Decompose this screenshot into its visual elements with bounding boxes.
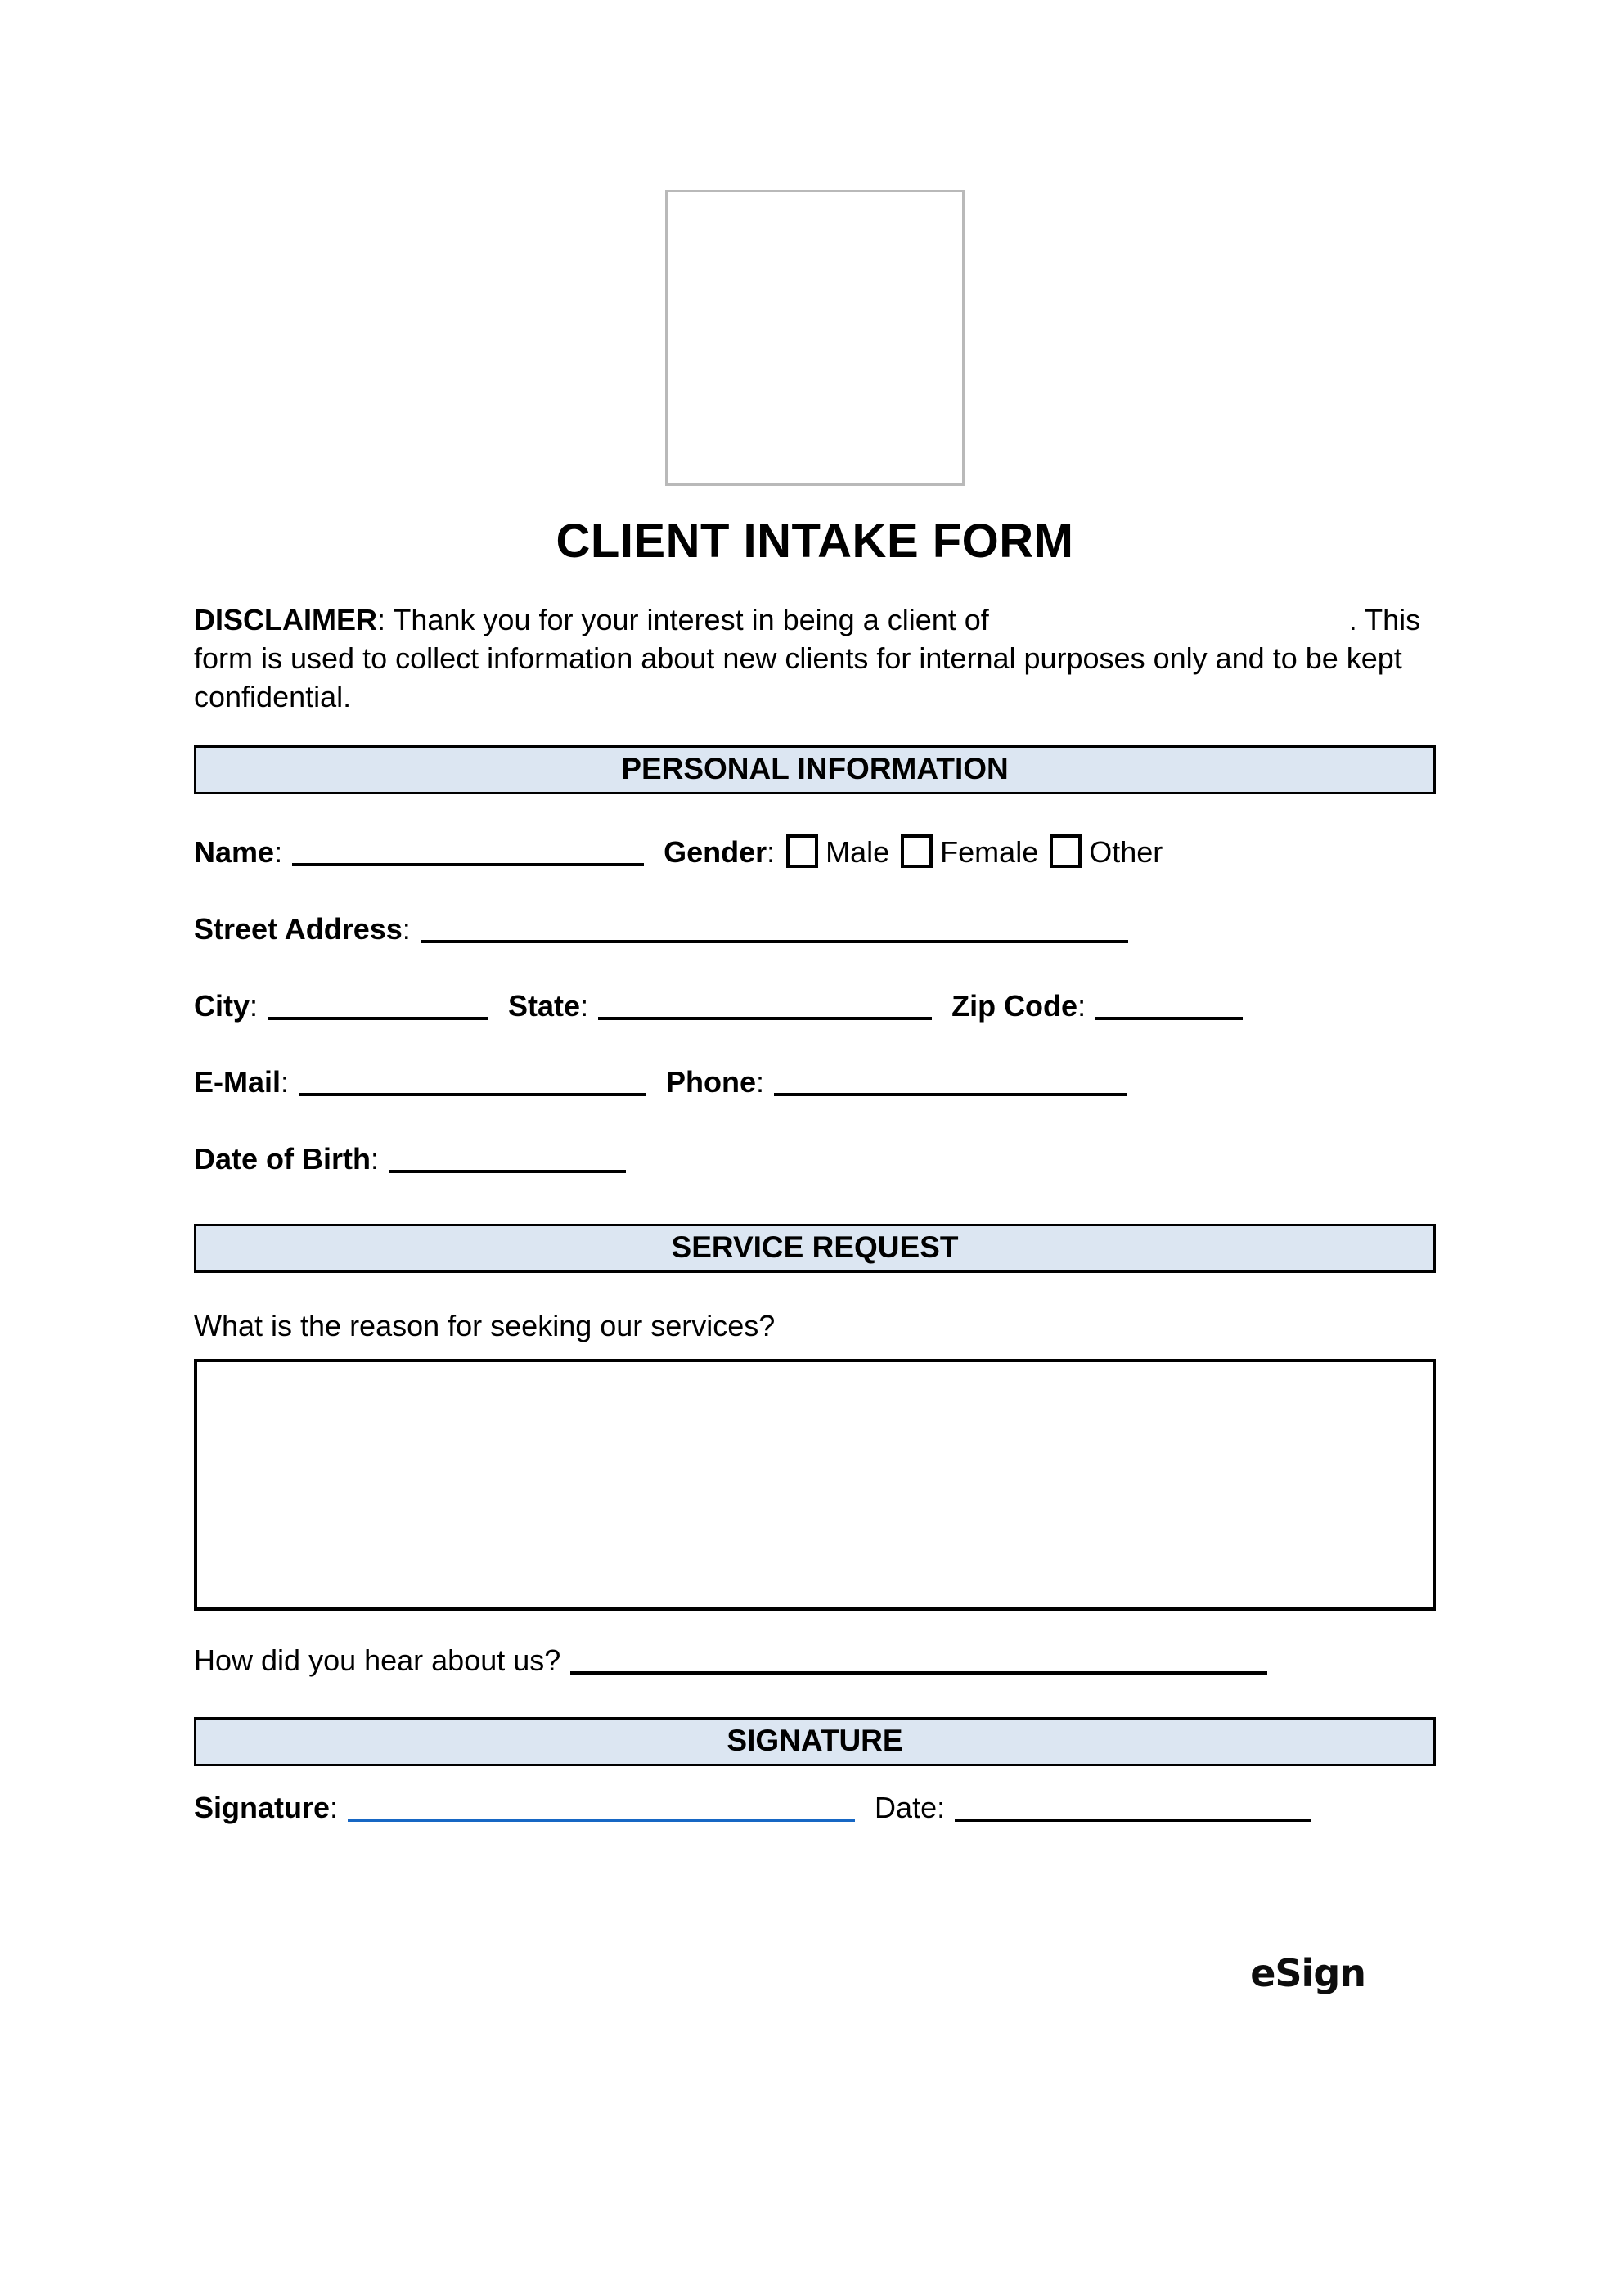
email-phone-row [194, 1063, 1436, 1101]
disclaimer-intro-text: Thank you for your interest in being a client of [393, 602, 989, 636]
name-colon: : [274, 835, 283, 870]
disclaimer-body-text: This form is used to collect information about new clients for internal purposes only and to be kept confidential. [194, 602, 1421, 714]
street-address-row [194, 910, 1436, 948]
referral-row [194, 1642, 1436, 1679]
phone-colon: : [756, 1065, 765, 1099]
disclaimer-colon: : [377, 602, 386, 636]
email-input-line[interactable] [299, 1067, 646, 1096]
section-header-signature: SIGNATURE [194, 1717, 1436, 1766]
name-gender-row [194, 834, 1436, 871]
state-label: State [508, 988, 581, 1023]
date-of-birth-input-line[interactable] [389, 1144, 626, 1173]
zip-code-input-line[interactable] [1095, 991, 1243, 1020]
date-of-birth-label: Date of Birth [194, 1141, 371, 1176]
name-input-line[interactable] [292, 837, 644, 866]
client-intake-form-page [0, 190, 1624, 2284]
service-reason-textarea[interactable] [194, 1359, 1436, 1611]
referral-question-label: How did you hear about us? [194, 1643, 561, 1678]
company-name-field[interactable] [997, 622, 1349, 630]
gender-male-label: Male [825, 835, 890, 870]
email-label: E-Mail [194, 1065, 281, 1099]
esign-logo: eSign [1250, 1950, 1365, 1995]
signature-date-row [194, 1789, 1436, 1827]
signature-input-line[interactable] [348, 1792, 855, 1822]
disclaimer-paragraph [194, 600, 1436, 716]
state-colon: : [580, 988, 589, 1023]
date-colon: : [937, 1790, 946, 1824]
date-label: Date [875, 1790, 938, 1824]
signature-label: Signature [194, 1790, 331, 1824]
page-title: CLIENT INTAKE FORM [556, 515, 1074, 568]
gender-female-label: Female [940, 835, 1039, 870]
gender-female-checkbox[interactable] [901, 834, 933, 868]
city-input-line[interactable] [268, 991, 488, 1020]
street-address-colon: : [402, 911, 411, 946]
disclaimer-label: DISCLAIMER [194, 602, 377, 636]
email-colon: : [281, 1065, 290, 1099]
phone-input-line[interactable] [774, 1067, 1127, 1096]
city-state-zip-row [194, 987, 1436, 1025]
gender-other-label: Other [1089, 835, 1163, 870]
logo-placeholder-box [665, 190, 965, 486]
zip-code-label: Zip Code [951, 988, 1078, 1023]
gender-male-checkbox[interactable] [786, 834, 818, 868]
date-of-birth-colon: : [371, 1141, 380, 1176]
city-colon: : [250, 988, 259, 1023]
date-of-birth-row [194, 1140, 1436, 1178]
state-input-line[interactable] [598, 991, 932, 1020]
signature-colon: : [330, 1790, 339, 1824]
city-label: City [194, 988, 250, 1023]
service-reason-question: What is the reason for seeking our services? [194, 1308, 776, 1342]
gender-other-checkbox[interactable] [1050, 834, 1082, 868]
section-header-personal-information: PERSONAL INFORMATION [194, 745, 1436, 794]
zip-code-colon: : [1077, 988, 1086, 1023]
phone-label: Phone [666, 1065, 757, 1099]
street-address-label: Street Address [194, 911, 403, 946]
gender-colon: : [767, 835, 776, 870]
section-header-service-request: SERVICE REQUEST [194, 1224, 1436, 1273]
disclaimer-period: . [1348, 602, 1357, 636]
gender-label: Gender [664, 835, 767, 870]
date-input-line[interactable] [955, 1792, 1311, 1822]
name-label: Name [194, 835, 275, 870]
referral-input-line[interactable] [570, 1645, 1267, 1675]
street-address-input-line[interactable] [421, 914, 1128, 943]
